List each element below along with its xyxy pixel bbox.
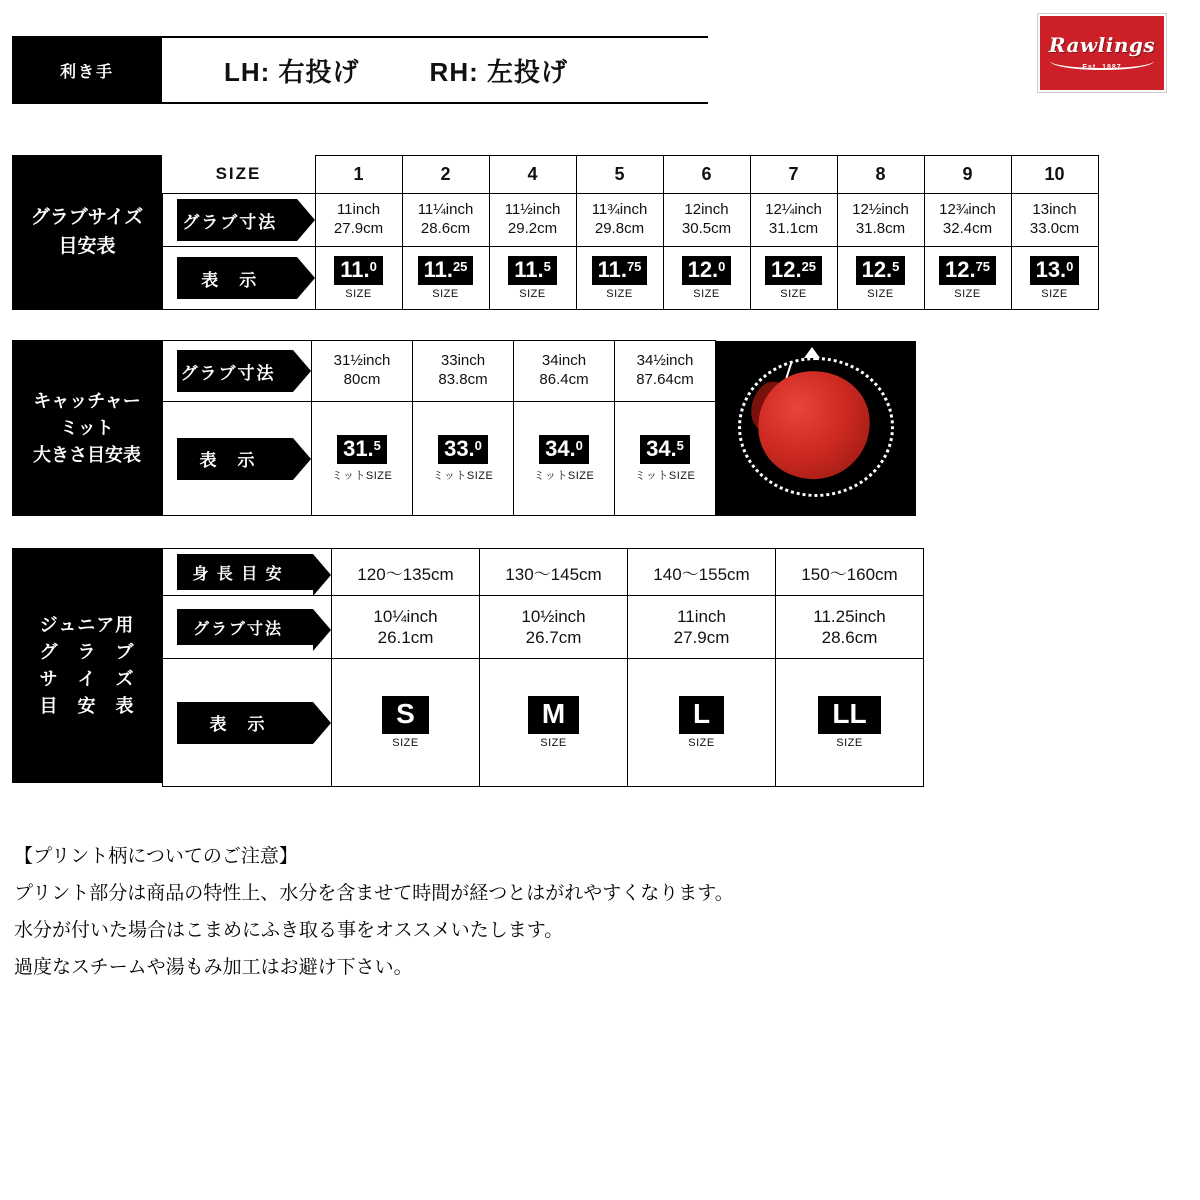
glove-size-col-2: 2	[402, 156, 489, 194]
glove-dimension-8: 12½inch 31.8cm	[837, 194, 924, 247]
brand-name: Rawlings	[1048, 33, 1156, 57]
mitt-display-4	[615, 402, 716, 516]
size-caption: SIZE	[1041, 288, 1068, 300]
size-caption: SIZE	[540, 737, 567, 749]
glove-dimension-4: 11½inch 29.2cm	[489, 194, 576, 247]
size-chip: 31.5	[337, 435, 387, 464]
glove-dimension-9: 12¾inch 32.4cm	[924, 194, 1011, 247]
catcher-mitt-table	[162, 340, 916, 516]
size-chip: 12.25	[765, 256, 822, 285]
glove-display-2	[402, 247, 489, 310]
size-caption: SIZE	[780, 288, 807, 300]
size-caption: ミットSIZE	[331, 469, 393, 482]
catcher-mitt-block	[12, 340, 916, 516]
size-chip: 12.75	[939, 256, 996, 285]
junior-height-4: 150〜160cm	[776, 549, 924, 596]
glove-display-6	[663, 247, 750, 310]
size-caption: ミットSIZE	[432, 469, 494, 482]
glove-dimension-2: 11¼inch 28.6cm	[402, 194, 489, 247]
notice-line-2: 水分が付いた場合はこまめにふき取る事をオススメいたします。	[14, 920, 564, 942]
junior-size-block	[12, 548, 924, 787]
brand-established: Est. 1887	[1082, 64, 1122, 71]
catcher-mitt-photo	[716, 341, 917, 516]
size-caption: SIZE	[867, 288, 894, 300]
junior-dimension-4: 11.25inch 28.6cm	[776, 596, 924, 659]
mitt-display-label-cell	[163, 402, 312, 516]
logo-swoosh	[1050, 52, 1154, 70]
table-row-display	[163, 659, 924, 787]
glove-display-8	[837, 247, 924, 310]
glove-size-col-4: 4	[489, 156, 576, 194]
glove-display-7	[750, 247, 837, 310]
mitt-display-2	[413, 402, 514, 516]
table-row-dimension	[163, 194, 1099, 247]
glove-dimension-7: 12¼inch 31.1cm	[750, 194, 837, 247]
glove-size-title: グラブサイズ 目安表	[12, 155, 162, 310]
catcher-mitt-title: キャッチャー ミット 大きさ目安表	[12, 340, 162, 516]
handedness-option-rh: RH: 左投げ	[429, 56, 568, 87]
mitt-arrow-icon	[804, 347, 820, 358]
size-chip: LL	[818, 696, 880, 734]
junior-dimension-label: グラブ寸法	[177, 609, 313, 645]
size-chip: 12.0	[682, 256, 732, 285]
size-caption: ミットSIZE	[533, 469, 595, 482]
size-caption: SIZE	[606, 288, 633, 300]
size-chip: 13.0	[1030, 256, 1080, 285]
junior-dimension-label-cell	[163, 596, 332, 659]
glove-size-col-10: 10	[1011, 156, 1098, 194]
glove-dimension-1: 11inch 27.9cm	[315, 194, 402, 247]
size-chip: M	[528, 696, 579, 734]
size-caption: SIZE	[836, 737, 863, 749]
glove-display-10	[1011, 247, 1098, 310]
table-row-height	[163, 549, 924, 596]
size-caption: SIZE	[345, 288, 372, 300]
size-chip: S	[382, 696, 429, 734]
mitt-dimension-1: 31½inch 80cm	[312, 341, 413, 402]
glove-size-block	[12, 155, 1099, 310]
handedness-option-lh: LH: 右投げ	[224, 56, 360, 87]
size-chip: 33.0	[438, 435, 488, 464]
glove-dimension-6: 12inch 30.5cm	[663, 194, 750, 247]
glove-size-table	[162, 155, 1099, 310]
junior-height-3: 140〜155cm	[628, 549, 776, 596]
glove-dimension-10: 13inch 33.0cm	[1011, 194, 1098, 247]
size-chip: 34.0	[539, 435, 589, 464]
size-caption: SIZE	[392, 737, 419, 749]
size-caption: SIZE	[519, 288, 546, 300]
size-caption: SIZE	[688, 737, 715, 749]
size-chip: 11.75	[592, 256, 648, 285]
notice-heading: 【プリント柄についてのご注意】	[14, 846, 298, 867]
glove-display-label: 表 示	[177, 257, 297, 299]
junior-display-2	[480, 659, 628, 787]
table-row-dimension	[163, 596, 924, 659]
mitt-display-label: 表 示	[177, 438, 293, 480]
glove-size-col-6: 6	[663, 156, 750, 194]
junior-size-table	[162, 548, 924, 787]
junior-display-3	[628, 659, 776, 787]
junior-display-label-cell	[163, 659, 332, 787]
junior-display-1	[332, 659, 480, 787]
mitt-dimension-3: 34inch 86.4cm	[514, 341, 615, 402]
junior-height-label-cell	[163, 549, 332, 596]
junior-size-title: ジュニア用 グ ラ ブ サ イ ズ 目 安 表	[12, 548, 162, 783]
junior-dimension-2: 10½inch 26.7cm	[480, 596, 628, 659]
mitt-display-3	[514, 402, 615, 516]
glove-display-1	[315, 247, 402, 310]
size-caption: SIZE	[954, 288, 981, 300]
table-row-dimension	[163, 341, 917, 402]
size-chip: 11.5	[508, 256, 557, 285]
mitt-dimension-4: 34½inch 87.64cm	[615, 341, 716, 402]
glove-display-9	[924, 247, 1011, 310]
glove-size-col-1: 1	[315, 156, 402, 194]
junior-height-label: 身 長 目 安	[177, 554, 313, 590]
junior-dimension-3: 11inch 27.9cm	[628, 596, 776, 659]
size-chip: 34.5	[640, 435, 690, 464]
glove-size-col-8: 8	[837, 156, 924, 194]
junior-height-1: 120〜135cm	[332, 549, 480, 596]
mitt-dimension-label: グラブ寸法	[177, 350, 293, 392]
glove-dimension-label: グラブ寸法	[177, 199, 297, 241]
junior-dimension-1: 10¼inch 26.1cm	[332, 596, 480, 659]
size-caption: ミットSIZE	[634, 469, 696, 482]
size-caption: SIZE	[432, 288, 459, 300]
glove-size-col-9: 9	[924, 156, 1011, 194]
size-chip: 11.0	[334, 256, 383, 285]
mitt-dimension-label-cell	[163, 341, 312, 402]
table-row-display	[163, 247, 1099, 310]
handedness-row	[12, 36, 708, 104]
mitt-dimension-2: 33inch 83.8cm	[413, 341, 514, 402]
handedness-options	[162, 36, 708, 104]
notice-line-1: プリント部分は商品の特性上、水分を含ませて時間が経つとはがれやすくなります。	[14, 883, 734, 905]
table-row-header	[163, 156, 1099, 194]
size-chip: L	[679, 696, 724, 734]
glove-display-4	[489, 247, 576, 310]
junior-display-4	[776, 659, 924, 787]
mitt-display-1	[312, 402, 413, 516]
rawlings-logo	[1038, 14, 1166, 92]
handedness-label: 利き手	[12, 36, 162, 104]
junior-display-label: 表 示	[177, 702, 313, 744]
junior-height-2: 130〜145cm	[480, 549, 628, 596]
size-chip: 12.5	[856, 256, 906, 285]
notice-line-3: 過度なスチームや湯もみ加工はお避け下さい。	[14, 957, 413, 979]
size-caption: SIZE	[693, 288, 720, 300]
glove-dimension-label-cell	[163, 194, 316, 247]
glove-size-col-5: 5	[576, 156, 663, 194]
glove-display-label-cell	[163, 247, 316, 310]
print-notice	[14, 838, 1014, 986]
glove-dimension-5: 11¾inch 29.8cm	[576, 194, 663, 247]
size-chip: 11.25	[418, 256, 474, 285]
glove-size-header-label: SIZE	[163, 156, 316, 194]
glove-display-5	[576, 247, 663, 310]
glove-size-col-7: 7	[750, 156, 837, 194]
